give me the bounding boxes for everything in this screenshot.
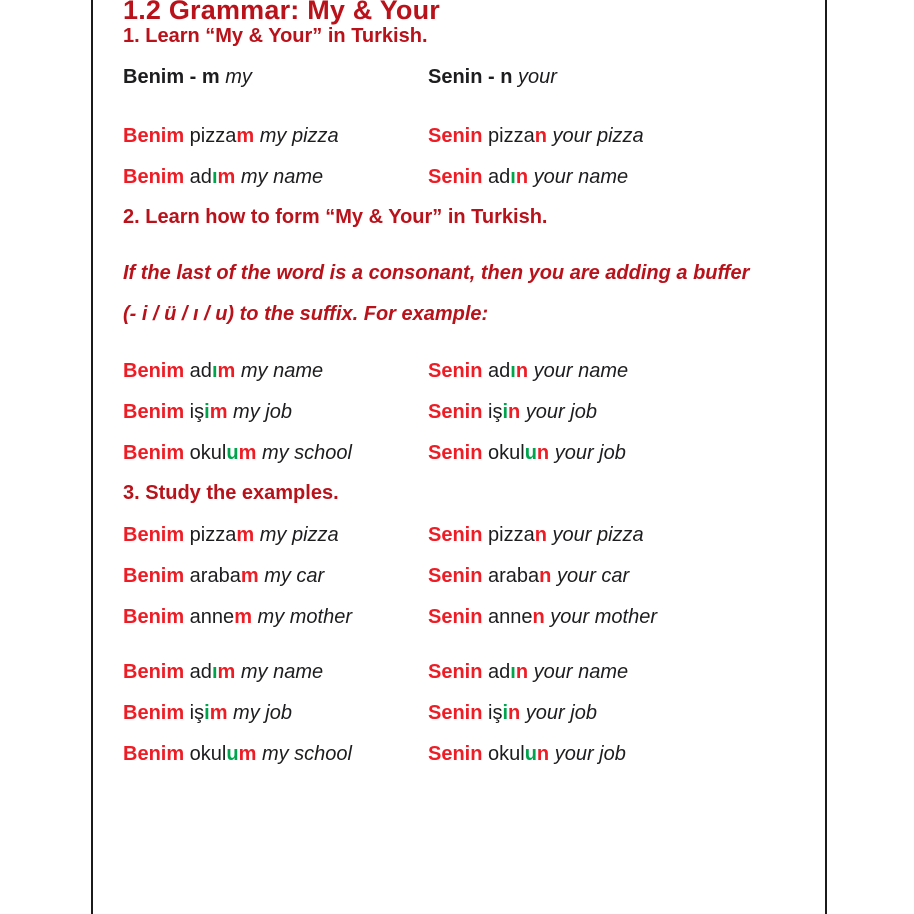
example-row [123, 564, 817, 605]
text-segment: u [524, 743, 537, 765]
example-left [123, 742, 428, 783]
text-segment: okul [184, 442, 227, 464]
text-segment: ad [482, 661, 511, 683]
text-segment: anne [482, 606, 533, 628]
text-segment: Senin [428, 125, 483, 147]
example-row [123, 742, 817, 783]
example-right [428, 441, 817, 482]
text-segment: your name [528, 166, 629, 188]
example-left [123, 523, 428, 564]
text-segment: ad [184, 661, 212, 683]
text-segment: Benim [123, 702, 185, 724]
text-segment: Senin [428, 606, 483, 628]
section-1-examples [123, 124, 817, 206]
example-left [123, 359, 428, 400]
example-row [123, 701, 817, 742]
text-segment: araba [482, 565, 540, 587]
text-segment: ad [184, 360, 212, 382]
text-segment: i [204, 401, 210, 423]
example-right [428, 742, 817, 783]
section-form-my-your [123, 206, 817, 482]
section-learn-my-your [123, 25, 817, 206]
text-segment: my job [227, 401, 292, 423]
text-segment: your job [549, 442, 626, 464]
example-left [123, 65, 428, 106]
text-segment: my pizza [254, 524, 339, 546]
text-segment: Senin [428, 661, 483, 683]
text-segment: ı [510, 661, 516, 683]
text-segment: n [515, 166, 529, 188]
text-segment: Benim [123, 565, 185, 587]
text-segment: iş [184, 702, 205, 724]
text-segment: Senin [428, 565, 483, 587]
text-segment: m [209, 702, 228, 724]
example-row [123, 441, 817, 482]
text-segment: okul [482, 442, 525, 464]
text-segment: m [209, 401, 228, 423]
text-segment: Benim [123, 606, 185, 628]
page-title: 1.2 Grammar: My & Your [123, 0, 441, 25]
example-right [428, 359, 817, 400]
example-right [428, 701, 817, 742]
example-right [428, 660, 817, 701]
text-segment: anne [184, 606, 235, 628]
text-segment: okul [482, 743, 525, 765]
example-left [123, 605, 428, 646]
text-segment: n [532, 606, 545, 628]
text-segment: pizza [482, 125, 535, 147]
example-row [123, 124, 817, 165]
text-segment: m [238, 743, 257, 765]
text-segment: Senin - n [428, 66, 513, 88]
example-right [428, 124, 817, 165]
text-segment: pizza [184, 125, 237, 147]
text-segment: your pizza [546, 125, 644, 147]
example-right [428, 605, 817, 646]
example-row [123, 400, 817, 441]
text-segment: ad [482, 166, 511, 188]
text-segment: ı [510, 360, 516, 382]
section-1-heading: 1. Learn “My & Your” in Turkish. [123, 25, 428, 47]
text-segment: Senin [428, 442, 483, 464]
text-segment: pizza [184, 524, 237, 546]
text-segment: ad [482, 360, 511, 382]
text-segment: m [217, 360, 236, 382]
text-segment: Benim [123, 125, 185, 147]
example-left [123, 165, 428, 206]
text-segment: Senin [428, 360, 483, 382]
note-line-1: If the last of the word is a consonant, then you are adding a buffer [123, 262, 750, 284]
text-segment: n [508, 401, 521, 423]
note-line-2: (- i / ü / ı / u) to the suffix. For example: [123, 303, 489, 325]
text-segment: ı [211, 661, 218, 683]
text-segment: my school [256, 743, 352, 765]
text-segment: Benim [123, 166, 185, 188]
example-left [123, 564, 428, 605]
text-segment: m [236, 524, 255, 546]
text-segment: my name [235, 661, 324, 683]
text-segment: m [236, 125, 255, 147]
text-segment: ad [184, 166, 212, 188]
text-segment: my [219, 66, 252, 88]
example-row [123, 660, 817, 701]
example-row [123, 165, 817, 206]
text-segment: u [226, 442, 239, 464]
text-segment: n [534, 125, 547, 147]
example-row [123, 65, 817, 106]
example-right [428, 165, 817, 206]
text-segment: ı [211, 166, 218, 188]
section-study-examples [123, 482, 817, 783]
section-2-heading: 2. Learn how to form “My & Your” in Turkish. [123, 206, 548, 228]
text-segment: m [217, 166, 236, 188]
example-left [123, 701, 428, 742]
example-row [123, 359, 817, 400]
text-segment: Senin [428, 401, 483, 423]
text-segment: Senin [428, 743, 483, 765]
text-segment: your name [528, 661, 629, 683]
text-segment: my job [227, 702, 292, 724]
example-right [428, 564, 817, 605]
text-segment: your mother [544, 606, 657, 628]
section-3-heading: 3. Study the examples. [123, 482, 339, 504]
text-segment: m [240, 565, 259, 587]
text-segment: i [502, 702, 509, 724]
example-left [123, 660, 428, 701]
text-segment: i [204, 702, 210, 724]
text-segment: n [536, 442, 550, 464]
text-segment: Benim [123, 743, 185, 765]
text-segment: my mother [251, 606, 353, 628]
text-segment: u [524, 442, 537, 464]
vocab-intro-rows [123, 65, 817, 106]
text-segment: ı [211, 360, 218, 382]
section-3-examples-2 [123, 660, 817, 783]
text-segment: your [512, 66, 557, 88]
text-segment: m [234, 606, 252, 628]
text-segment: n [536, 743, 550, 765]
example-left [123, 441, 428, 482]
worksheet-page [91, 0, 827, 914]
text-segment: ı [510, 166, 516, 188]
section-2-examples [123, 359, 817, 482]
text-segment: n [534, 524, 547, 546]
text-segment: n [508, 702, 521, 724]
section-3-examples-1 [123, 523, 817, 646]
example-left [123, 124, 428, 165]
text-segment: iş [482, 702, 503, 724]
text-segment: n [515, 360, 529, 382]
text-segment: m [238, 442, 257, 464]
text-segment: okul [184, 743, 227, 765]
text-segment: pizza [482, 524, 535, 546]
text-segment: Senin [428, 702, 483, 724]
text-segment: your name [528, 360, 629, 382]
text-segment: m [217, 661, 236, 683]
text-segment: my name [235, 360, 324, 382]
text-segment: iş [482, 401, 503, 423]
example-row [123, 605, 817, 646]
text-segment: your job [520, 401, 597, 423]
example-row [123, 523, 817, 564]
example-right [428, 65, 817, 106]
text-segment: Benim [123, 524, 185, 546]
text-segment: u [226, 743, 239, 765]
text-segment: Benim [123, 442, 185, 464]
text-segment: your car [551, 565, 630, 587]
text-segment: my name [235, 166, 324, 188]
text-segment: Benim [123, 661, 185, 683]
text-segment: Benim [123, 360, 185, 382]
text-segment: araba [184, 565, 241, 587]
text-segment: your job [520, 702, 597, 724]
example-right [428, 523, 817, 564]
text-segment: my pizza [254, 125, 339, 147]
example-left [123, 400, 428, 441]
text-segment: Benim [123, 401, 185, 423]
text-segment: my school [256, 442, 352, 464]
text-segment: Senin [428, 166, 483, 188]
text-segment: iş [184, 401, 205, 423]
text-segment: my car [258, 565, 325, 587]
text-segment: n [515, 661, 529, 683]
example-right [428, 400, 817, 441]
text-segment: i [502, 401, 509, 423]
text-segment: Benim - m [123, 66, 220, 88]
text-segment: Senin [428, 524, 483, 546]
text-segment: your job [549, 743, 626, 765]
text-segment: n [539, 565, 552, 587]
text-segment: your pizza [546, 524, 644, 546]
